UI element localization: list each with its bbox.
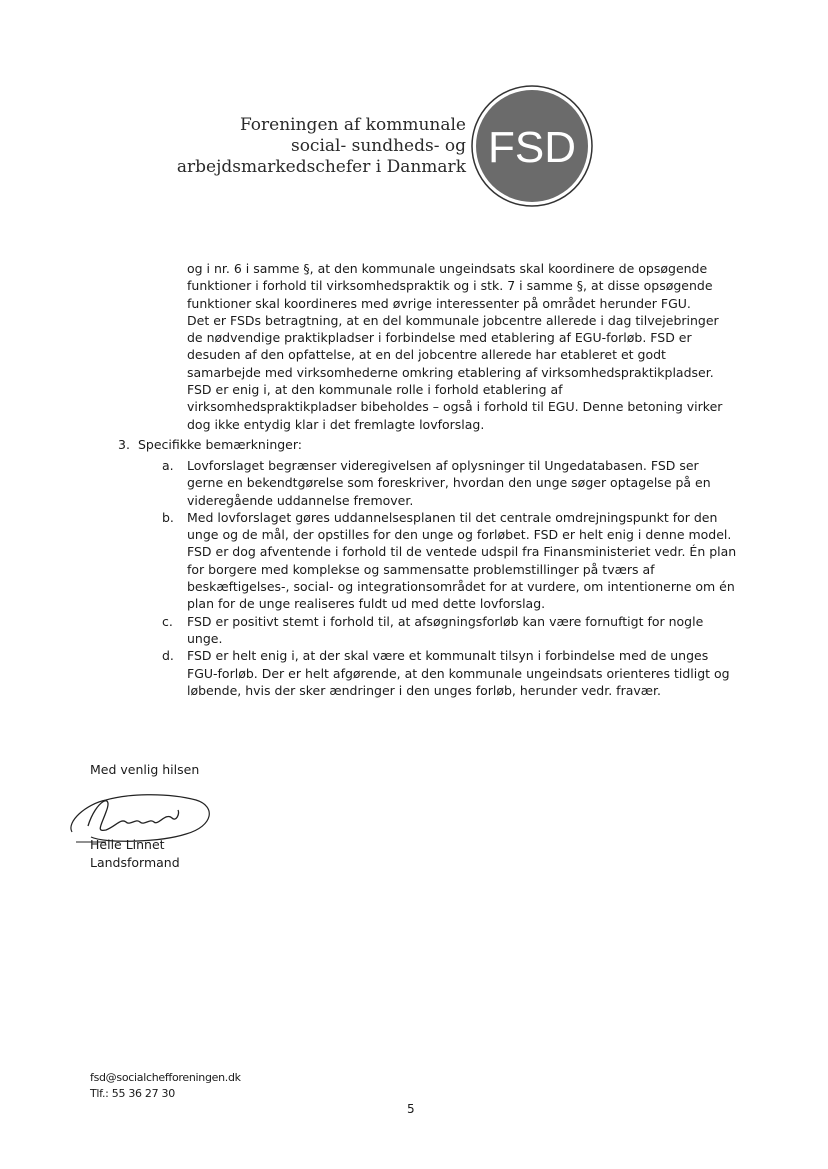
list-item — [162, 457, 738, 509]
list-item-text: FSD er helt enig i, at der skal være et kommunalt tilsyn i forbindelse med de unges FGU-forløb. Der er helt afgørende, at den kommunale ungeindsats orienteres tidligt og løbende, hvis der sker ændringer i den unges forløb, herunder vedr. fravær. — [187, 648, 730, 698]
specific-remarks-section — [118, 436, 738, 698]
org-name-line-1: Foreningen af kommunale — [239, 115, 466, 135]
footer-email: fsd@socialchefforeningen.dk — [90, 1071, 241, 1084]
fsd-logo — [470, 84, 594, 208]
body-paragraph-2: Det er FSDs betragtning, at en del kommunale jobcentre allerede i dag tilvejebringer de nødvendige praktikpladser i forbindelse med etablering af EGU-forløb. FSD er desuden af den opfattelse, at en del jobcentre allerede har etableret et godt samarbejde med virksomhederne omkring etablering af virksomhedspraktikpladser. FSD er enig i, at den kommunale rolle i forhold etablering af virksomhedspraktikpladser bibeholdes – også i forhold til EGU. Denne betoning virker dog ikke entydig klar i det fremlagte lovforslag. — [187, 312, 723, 432]
org-name-line-2: social- sundheds- og — [290, 136, 466, 156]
list-item-text: Lovforslaget begrænser videregivelsen af oplysninger til Ungedatabasen. FSD ser gerne en bekendtgørelse som foreskriver, hvordan den unge søger optagelse på en videregående uddannelse fremover. — [187, 458, 711, 508]
list-item-letter: d. — [162, 648, 174, 664]
organization-name — [177, 115, 466, 178]
list-item — [162, 509, 738, 613]
signer-title: Landsformand — [90, 855, 180, 870]
list-item-text-continued: FSD er dog afventende i forhold til de ventede udspil fra Finansministeriet vedr. Én plan for borgere med komplekse og sammensatte problemstillinger på tværs af beskæftigelses-, social- og integrationsområdet for at vurdere, om intentionerne om én plan for de unge realiseres fuldt ud med dette lovforslag. — [187, 544, 737, 612]
org-name-line-3: arbejdsmarkedschefer i Danmark — [176, 157, 466, 177]
logo-text: FSD — [488, 123, 576, 172]
closing-greeting: Med venlig hilsen — [90, 762, 200, 777]
list-item-letter: c. — [162, 613, 173, 629]
page-number: 5 — [407, 1102, 415, 1116]
signer-block — [90, 836, 180, 872]
list-item-letter: a. — [162, 458, 174, 473]
list-item-text: Med lovforslaget gøres uddannelsesplanen til det centrale omdrejningspunkt for den unge og de mål, der opstilles for den unge og forløbet. FSD er helt enig i denne model. — [187, 509, 732, 543]
list-item-text: FSD er positivt stemt i forhold til, at afsøgningsforløb kan være fornuftigt for nogle unge. — [187, 613, 704, 646]
footer-phone: Tlf.: 55 36 27 30 — [90, 1087, 175, 1100]
list-item — [162, 647, 738, 699]
section-title: Specifikke bemærkninger: — [138, 437, 303, 452]
letter-body — [187, 260, 732, 433]
section-number: 3. — [118, 437, 130, 452]
body-paragraph-1: og i nr. 6 i samme §, at den kommunale ungeindsats skal koordinere de opsøgende funktioner i forhold til virksomhedspraktik og i stk. 7 i samme §, at disse opsøgende funktioner skal koordineres med øvrige interessenter på området herunder FGU. — [187, 261, 713, 311]
list-item — [162, 613, 738, 648]
contact-footer — [90, 1070, 241, 1102]
remarks-list — [162, 457, 738, 699]
signer-name: Helle Linnet — [90, 837, 165, 852]
section-heading — [118, 436, 738, 453]
list-item-letter: b. — [162, 509, 174, 525]
list-item-content — [187, 509, 738, 613]
